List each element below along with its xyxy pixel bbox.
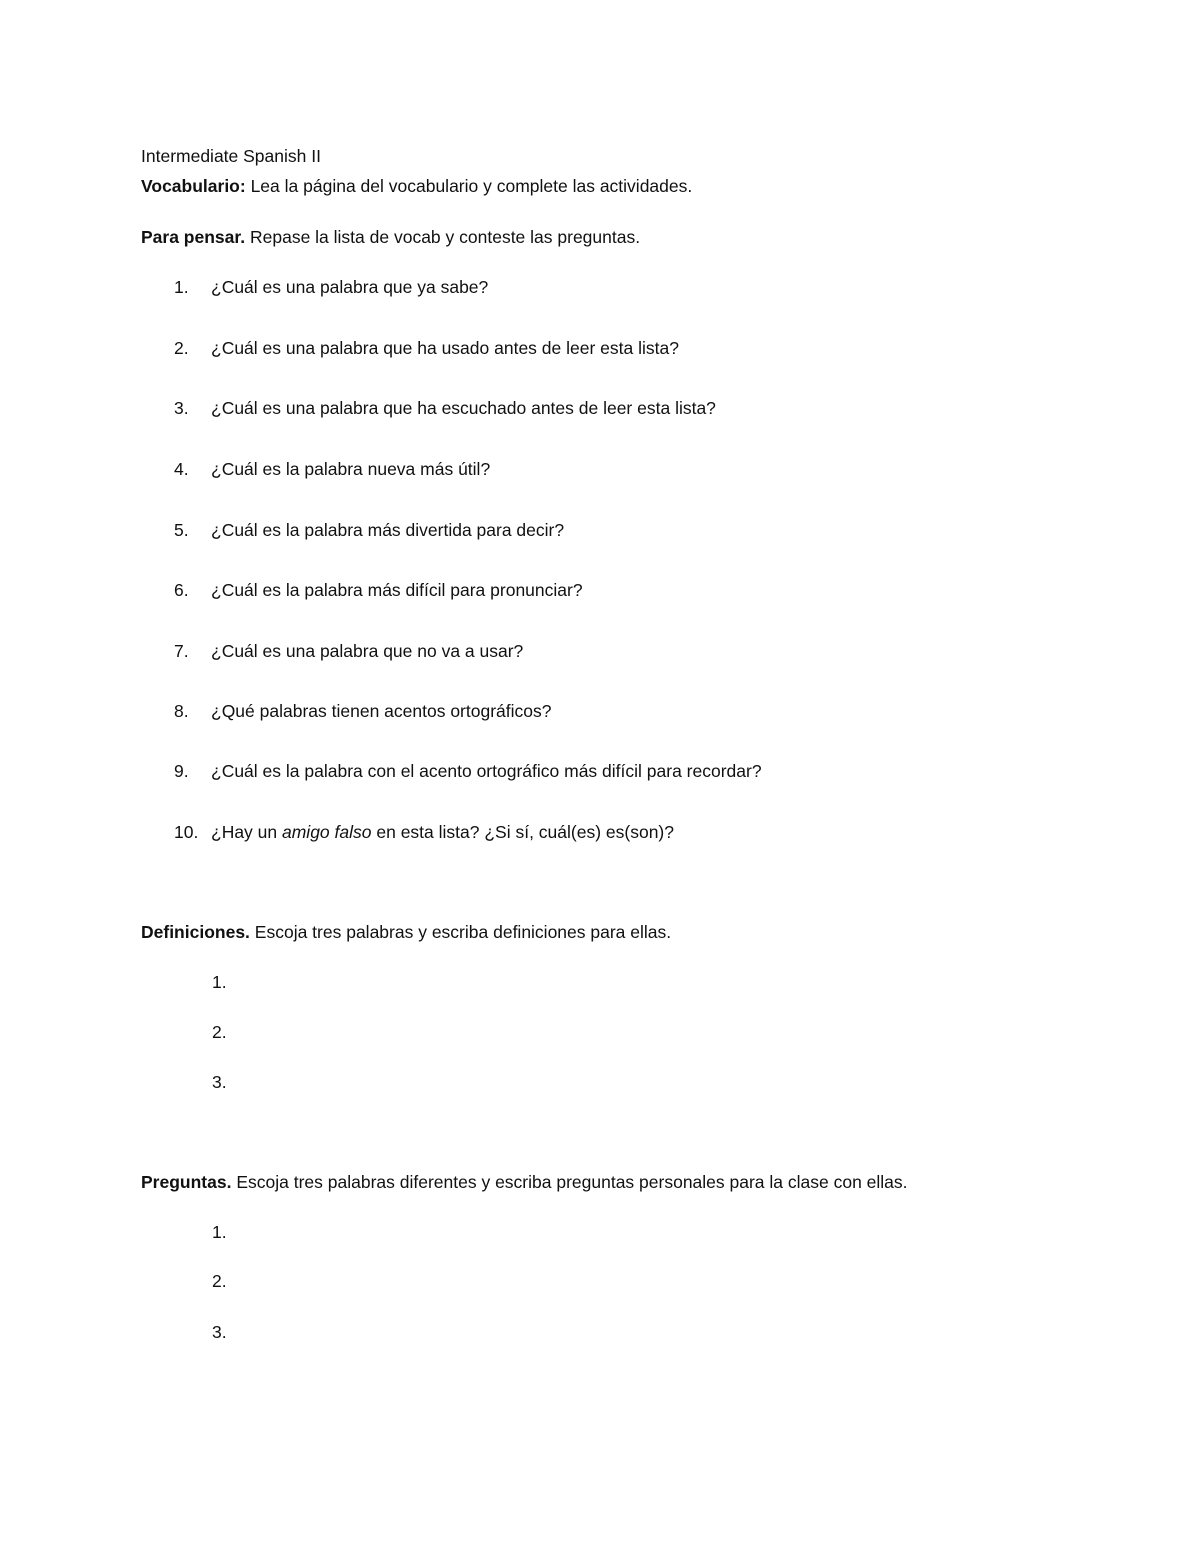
definiciones-label: Definiciones. [141, 922, 250, 942]
list-item: 2. [212, 1022, 227, 1042]
question-text: ¿Cuál es una palabra que ha usado antes de leer esta lista? [211, 338, 679, 358]
question-text: ¿Cuál es una palabra que ha escuchado antes de leer esta lista? [211, 398, 716, 418]
question-number: 3. [174, 398, 189, 418]
list-item: 1. [212, 972, 227, 992]
question-text [211, 821, 674, 843]
question-number: 7. [174, 641, 189, 661]
question-text: ¿Cuál es una palabra que ya sabe? [211, 277, 489, 297]
vocabulario-line [141, 175, 692, 197]
question-text-start: ¿Hay un [211, 822, 282, 842]
para-pensar-label: Para pensar. [141, 227, 246, 247]
amigo-falso-term: amigo falso [282, 822, 372, 842]
list-item: 1. [212, 1222, 227, 1242]
list-item: 3. [212, 1072, 227, 1092]
course-title: Intermediate Spanish II [141, 146, 321, 166]
definiciones-instructions: Escoja tres palabras y escriba definiciones para ellas. [254, 922, 672, 942]
question-text: ¿Qué palabras tienen acentos ortográficos? [211, 701, 552, 721]
definiciones-heading [141, 921, 671, 943]
preguntas-label: Preguntas. [141, 1172, 232, 1192]
vocabulario-instructions: Lea la página del vocabulario y complete las actividades. [250, 176, 693, 196]
para-pensar-heading [141, 226, 640, 248]
preguntas-instructions: Escoja tres palabras diferentes y escriba preguntas personales para la clase con ellas. [236, 1172, 908, 1192]
para-pensar-instructions: Repase la lista de vocab y conteste las preguntas. [249, 227, 641, 247]
question-number: 10. [174, 822, 199, 842]
list-item: 3. [212, 1322, 227, 1342]
question-text-end: en esta lista? ¿Si sí, cuál(es) es(son)? [371, 822, 674, 842]
question-number: 5. [174, 520, 189, 540]
question-number: 1. [174, 277, 189, 297]
question-number: 9. [174, 761, 189, 781]
question-text: ¿Cuál es la palabra con el acento ortográfico más difícil para recordar? [211, 761, 762, 781]
preguntas-heading [141, 1171, 908, 1193]
question-number: 6. [174, 580, 189, 600]
question-number: 4. [174, 459, 189, 479]
question-text: ¿Cuál es la palabra más divertida para decir? [211, 520, 565, 540]
question-text: ¿Cuál es la palabra nueva más útil? [211, 459, 491, 479]
question-text: ¿Cuál es la palabra más difícil para pronunciar? [211, 580, 583, 600]
question-number: 2. [174, 338, 189, 358]
question-text: ¿Cuál es una palabra que no va a usar? [211, 641, 524, 661]
list-item: 2. [212, 1271, 227, 1291]
question-number: 8. [174, 701, 189, 721]
vocabulario-label: Vocabulario: [141, 176, 246, 196]
